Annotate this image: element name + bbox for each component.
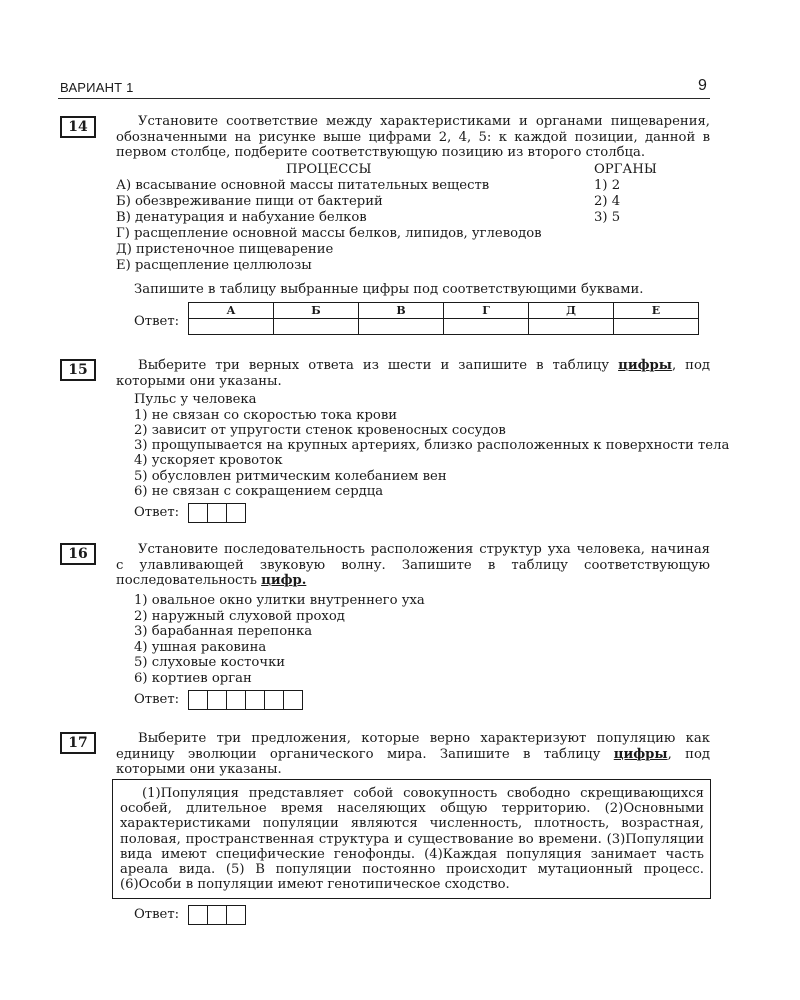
q14-answer-table-header xyxy=(189,303,699,319)
q15-lead: Пульс у человека xyxy=(134,392,257,407)
q16-option-5: 5) слуховые косточки xyxy=(134,655,286,670)
q16-option-6: 6) кортиев орган xyxy=(134,671,252,686)
q14-col-processes: ПРОЦЕССЫ xyxy=(286,162,372,177)
q16-intro-bold: цифр. xyxy=(261,573,307,588)
q15-answer-boxes xyxy=(188,503,246,523)
q14-answer-cell-g[interactable] xyxy=(444,319,529,335)
q14-answer-header-v: В xyxy=(359,303,444,319)
q17-intro-text: Выберите три предложения, которые верно характеризуют популяцию как единицу эволюции органического мира. Запишите в таблицу xyxy=(116,731,710,762)
q14-answer-cell-b[interactable] xyxy=(274,319,359,335)
q16-answer-label: Ответ: xyxy=(134,692,180,707)
q14-intro: Установите соответствие между характеристиками и органами пищеварения, обозначенными на рисунке выше цифрами 2, 4, 5: к каждой позиции, данной в первом столбце, подберите соответствующую позицию из второго столбца. xyxy=(116,114,710,160)
question-number-15: 15 xyxy=(60,359,96,381)
q16-option-4: 4) ушная раковина xyxy=(134,640,267,655)
q14-process-v: В) денатурация и набухание белков xyxy=(116,210,367,225)
q14-organ-1: 1) 2 xyxy=(594,178,621,193)
q15-answer-box[interactable] xyxy=(207,503,227,523)
q14-organ-2: 2) 4 xyxy=(594,194,621,209)
q14-answer-header-d: Д xyxy=(529,303,614,319)
q17-answer-box[interactable] xyxy=(188,905,208,925)
q17-answer-box[interactable] xyxy=(207,905,227,925)
question-number-16: 16 xyxy=(60,543,96,565)
q15-answer-box[interactable] xyxy=(188,503,208,523)
q17-answer-label: Ответ: xyxy=(134,907,180,922)
q16-answer-box[interactable] xyxy=(264,690,284,710)
q17-answer-boxes xyxy=(188,905,246,925)
q15-option-6: 6) не связан с сокращением сердца xyxy=(134,484,384,499)
q15-option-5: 5) обусловлен ритмическим колебанием вен xyxy=(134,469,447,484)
q15-answer-box[interactable] xyxy=(226,503,246,523)
q16-answer-box[interactable] xyxy=(245,690,265,710)
q16-answer-boxes xyxy=(188,690,303,710)
q14-process-b: Б) обезвреживание пищи от бактерий xyxy=(116,194,383,209)
q16-intro xyxy=(116,542,710,589)
q14-process-e: Е) расщепление целлюлозы xyxy=(116,258,312,273)
q16-answer-box[interactable] xyxy=(226,690,246,710)
q15-answer-label: Ответ: xyxy=(134,505,180,520)
q14-process-g: Г) расщепление основной массы белков, липидов, углеводов xyxy=(116,226,542,241)
q16-intro-text: Установите последовательность расположения структур уха человека, начиная с улавливающей звуковую волну. Запишите в таблицу соответствующую последовательность xyxy=(116,542,710,588)
q14-answer-header-e: Е xyxy=(614,303,699,319)
q16-option-1: 1) овальное окно улитки внутреннего уха xyxy=(134,593,425,608)
q15-option-2: 2) зависит от упругости стенок кровеносных сосудов xyxy=(134,423,506,438)
q15-intro-text-end: , под которыми они указаны. xyxy=(116,358,711,389)
q14-answer-cell-e[interactable] xyxy=(614,319,699,335)
q14-organ-3: 3) 5 xyxy=(594,210,621,225)
q16-answer-box[interactable] xyxy=(188,690,208,710)
q14-answer-cell-a[interactable] xyxy=(189,319,274,335)
q14-answer-header-a: А xyxy=(189,303,274,319)
q14-answer-row xyxy=(189,319,699,335)
question-number-14: 14 xyxy=(60,116,96,138)
q14-answer-table xyxy=(188,302,699,335)
q17-passage: (1)Популяция представляет собой совокупность свободно скрещивающихся особей, длительное время населяющих общую территорию. (2)Основными характеристиками популяции являются численность, плотность, возрастная, половая, пространственная структура и существование во времени. (3)Популяции вида имеют специфические генофонды. (4)Каждая популяция занимает часть ареала вида. (5) В популяции постоянно происходит мутационный процесс. (6)Особи в популяции имеют генотипическое сходство. xyxy=(112,779,711,899)
q14-instruction: Запишите в таблицу выбранные цифры под соответствующими буквами. xyxy=(134,282,644,297)
question-number-17: 17 xyxy=(60,732,96,754)
q14-process-d: Д) пристеночное пищеварение xyxy=(116,242,334,257)
q14-answer-cell-d[interactable] xyxy=(529,319,614,335)
q15-option-4: 4) ускоряет кровоток xyxy=(134,453,283,468)
q17-intro xyxy=(116,731,710,778)
q15-intro-bold: цифры xyxy=(618,358,672,373)
q16-answer-box[interactable] xyxy=(207,690,227,710)
q16-option-3: 3) барабанная перепонка xyxy=(134,624,313,639)
q15-option-3: 3) прощупывается на крупных артериях, близко расположенных к поверхности тела xyxy=(134,438,730,453)
header-title: ВАРИАНТ 1 xyxy=(60,80,134,95)
q16-option-2: 2) наружный слуховой проход xyxy=(134,609,345,624)
q14-answer-header-g: Г xyxy=(444,303,529,319)
q15-option-1: 1) не связан со скоростью тока крови xyxy=(134,408,398,423)
q17-answer-box[interactable] xyxy=(226,905,246,925)
page-number: 9 xyxy=(698,77,707,94)
q17-intro-bold: цифры xyxy=(613,746,668,762)
q16-answer-box[interactable] xyxy=(283,690,303,710)
q14-answer-header-b: Б xyxy=(274,303,359,319)
q14-process-a: А) всасывание основной массы питательных веществ xyxy=(116,178,490,193)
q15-intro xyxy=(116,358,710,389)
q14-answer-cell-v[interactable] xyxy=(359,319,444,335)
q15-intro-text: Выберите три верных ответа из шести и запишите в таблицу xyxy=(138,358,619,373)
header-divider xyxy=(58,98,710,99)
q17-intro-text-end: , под которыми они указаны. xyxy=(116,746,711,777)
q14-col-organs: ОРГАНЫ xyxy=(594,162,657,177)
q14-answer-label: Ответ: xyxy=(134,314,180,329)
